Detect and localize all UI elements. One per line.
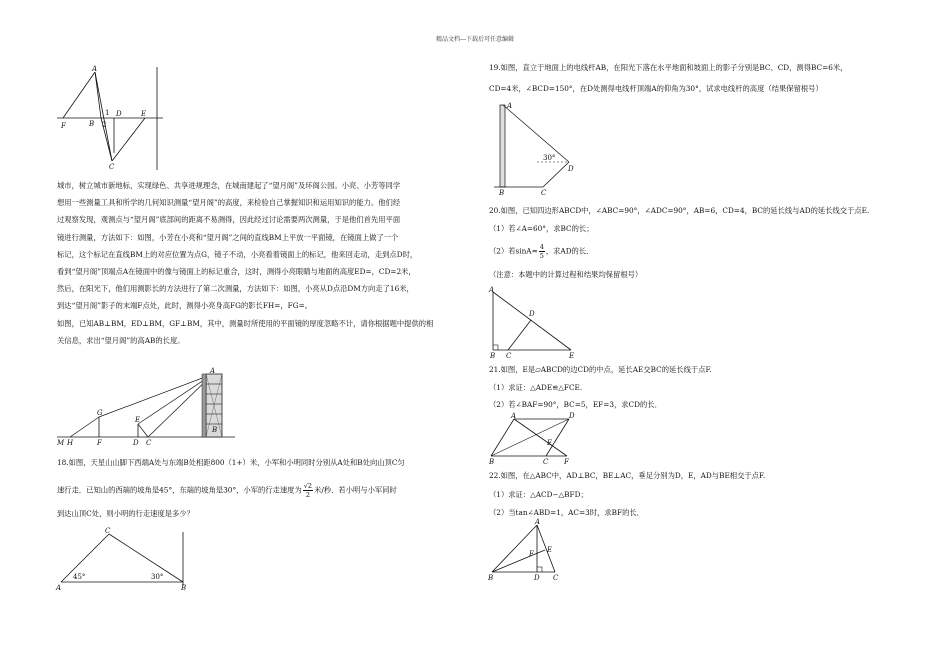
fig6-label-f: F (564, 458, 569, 466)
paragraph-line: 镜进行测量，方法如下：如图，小芳在小亮和“望月阁”之间的直线BM上平放一平面镜，在镜面上做了一个 (57, 232, 399, 242)
page-header: 精品文档---下载后可任意编辑 (435, 36, 515, 43)
q22-line-2: （1）求证：△ACD∽△BFD； (489, 490, 588, 499)
fig2-label-d: D (133, 439, 139, 447)
paragraph-line: 城市，树立城市新地标，实现绿色、共享进规理念，在城南建起了“望月阁”及环阁公园。小亮、小芳等同学 (57, 181, 401, 190)
figure-mirror-reflection (55, 65, 175, 175)
fig7-label-b: B (488, 574, 494, 582)
paragraph-line: 如图，已知AB⊥BM，ED⊥BM，GF⊥BM，其中，测量时所使用的平面镜的厚度忽略不计，请你根据题中提供的相 (57, 318, 434, 328)
fig7-label-e: E (547, 546, 553, 554)
q22-line-3: （2）当tan∠ABD=1，AC=3时，求BF的长． (489, 508, 644, 517)
fig1-label-2: 2 (102, 121, 107, 129)
q20-text-a: （2）若sinA= (489, 246, 538, 256)
figure-parallelogram (487, 409, 587, 467)
fig1-label-e: E (141, 110, 147, 118)
fig7-label-a: A (535, 518, 541, 526)
fig3-angle-30: 30° (151, 573, 164, 581)
q18-line-3: 到达山顶C处，则小明的行走速度是多少？ (57, 509, 194, 518)
paragraph-line: 关信息，求出“望月阁”的高AB的长度。 (57, 335, 185, 345)
paragraph-line: 看到“望月阁”顶端点A在镜面中的像与镜面上的标记重合，这时，测得小亮眼睛与地面的高度ED=，CD=2米， (57, 267, 416, 277)
fig4-angle-30: 30° (543, 154, 556, 162)
fig3-angle-45: 45° (73, 573, 86, 581)
q18-frac-num: √2 (303, 482, 313, 490)
q18-line-2 (57, 482, 397, 499)
fig2-label-m: M (57, 439, 65, 447)
fig2-label-g: G (97, 409, 103, 417)
fig1-label-1: 1 (105, 109, 110, 117)
fig1-label-b: B (89, 120, 95, 128)
fig1-label-d: D (116, 110, 122, 118)
q20-line-3 (489, 243, 593, 260)
fig4-label-a: A (507, 102, 513, 110)
q20-text-b: ，求AD的长． (545, 246, 594, 256)
fig7-label-c: C (553, 574, 559, 582)
q22-line-1: 22.如图，在△ABC中，AD⊥BC，BE⊥AC，垂足分别为D，E，AD与BE相交于点F. (489, 471, 766, 480)
q19-line-1: 19.如图，直立于地面上的电线杆AB，在阳光下落在水平地面和坡面上的影子分别是BC、CD，测得BC=6米， (489, 63, 848, 72)
q20-frac-num: 4 (539, 243, 544, 251)
q20-note: （注意：本题中的计算过程和结果均保留根号） (489, 270, 643, 279)
fig3-label-c: C (105, 527, 111, 535)
figure-mountain-triangle (55, 526, 195, 596)
paragraph-line: 到达“望月阁”影子的末端F点处，此时，测得小亮身高FG的影长FH=，FG=。 (57, 301, 312, 311)
q18-text-b: 米/秒．若小明与小军同时 (314, 485, 397, 495)
figure-triangle-altitudes (487, 520, 567, 582)
paragraph-line: 然后，在阳光下，他们用测影长的方法进行了第二次测量，方法如下：如图，小亮从D点沿DM方向走了16米， (57, 284, 414, 294)
figure-telegraph-pole (491, 100, 601, 198)
fig2-label-e: E (135, 416, 141, 424)
paragraph-line: 过观察发现，观测点与“望月阁”底部间的距离不易测得，因此经过讨论需要两次测量，于是他们首先用平面 (57, 215, 401, 225)
fig4-label-d: D (568, 165, 574, 173)
fig1-label-c: C (109, 163, 115, 171)
paragraph-line: 标记，这个标记在直线BM上的对应位置为点G，镜子不动，小亮看着镜面上的标记，他来回走动，走到点D时， (57, 249, 418, 259)
fig5-label-d: D (529, 310, 535, 318)
fig1-label-a: A (92, 65, 98, 73)
q20-line-1: 20.如图，已知四边形ABCD中，∠ABC=90°，∠ADC=90°，AB=6，CD=4，BC的延长线与AD的延长线交于点E. (489, 206, 870, 215)
fig7-label-f: F (529, 550, 534, 558)
fig3-label-a: A (56, 584, 62, 592)
q18-text-a: 速行走．已知山的西端的坡角是45°，东端的坡角是30°，小军的行走速度为 (57, 485, 302, 495)
fig2-label-c: C (146, 439, 152, 447)
q18-speed-fraction (303, 482, 313, 499)
q20-frac-den: 5 (539, 252, 544, 260)
q18-frac-den: 2 (305, 491, 310, 499)
fig5-label-a: A (489, 286, 495, 294)
fig6-label-e: E (547, 439, 553, 447)
q21-line-1: 21.如图，E是▱ABCD的边CD的中点，延长AE交BC的延长线于点F. (489, 365, 712, 374)
q21-line-3: （2）若∠BAF=90°，BC=5，EF=3，求CD的长． (489, 400, 662, 409)
figure-pavilion (55, 366, 245, 446)
fig2-label-b: B (212, 426, 218, 434)
fig1-label-f: F (61, 122, 66, 130)
fig5-label-e: E (569, 352, 575, 360)
fig3-label-b: B (181, 584, 187, 592)
figure-quadrilateral (487, 284, 587, 359)
fig2-label-f: F (97, 439, 102, 447)
q21-line-2: （1）求证：△ADE≌△FCE. (489, 383, 583, 392)
fig6-label-a: A (511, 412, 517, 420)
fig2-label-h: H (67, 439, 74, 447)
fig7-label-d: D (534, 574, 540, 582)
moon-pavilion-problem-text (57, 177, 433, 349)
paragraph-line: 想用一些测量工具和所学的几何知识测量“望月阁”的高度，来检验自己掌握知识和运用知识的能力。他们经 (57, 198, 401, 208)
fig5-label-b: B (490, 352, 496, 360)
fig4-label-c: C (541, 189, 547, 197)
q18-line-1: 18.如图，天星山山脚下西端A处与东端B处相距800（1+）米，小军和小明同时分别从A处和B处向山顶C匀 (57, 458, 405, 467)
fig6-label-b: B (489, 458, 495, 466)
fig4-label-b: B (499, 189, 505, 197)
fig2-label-a: A (210, 367, 216, 375)
fig5-label-c: C (506, 352, 512, 360)
q19-line-2: CD=4米，∠BCD=150°，在D处测得电线杆顶端A的仰角为30°，试求电线杆的高度（结果保留根号） (489, 84, 823, 93)
fig6-label-c: C (543, 458, 549, 466)
fig6-label-d: D (569, 412, 575, 420)
q20-line-2: （1）若∠A=60°，求BC的长； (489, 224, 594, 233)
q20-sin-fraction (539, 243, 545, 260)
